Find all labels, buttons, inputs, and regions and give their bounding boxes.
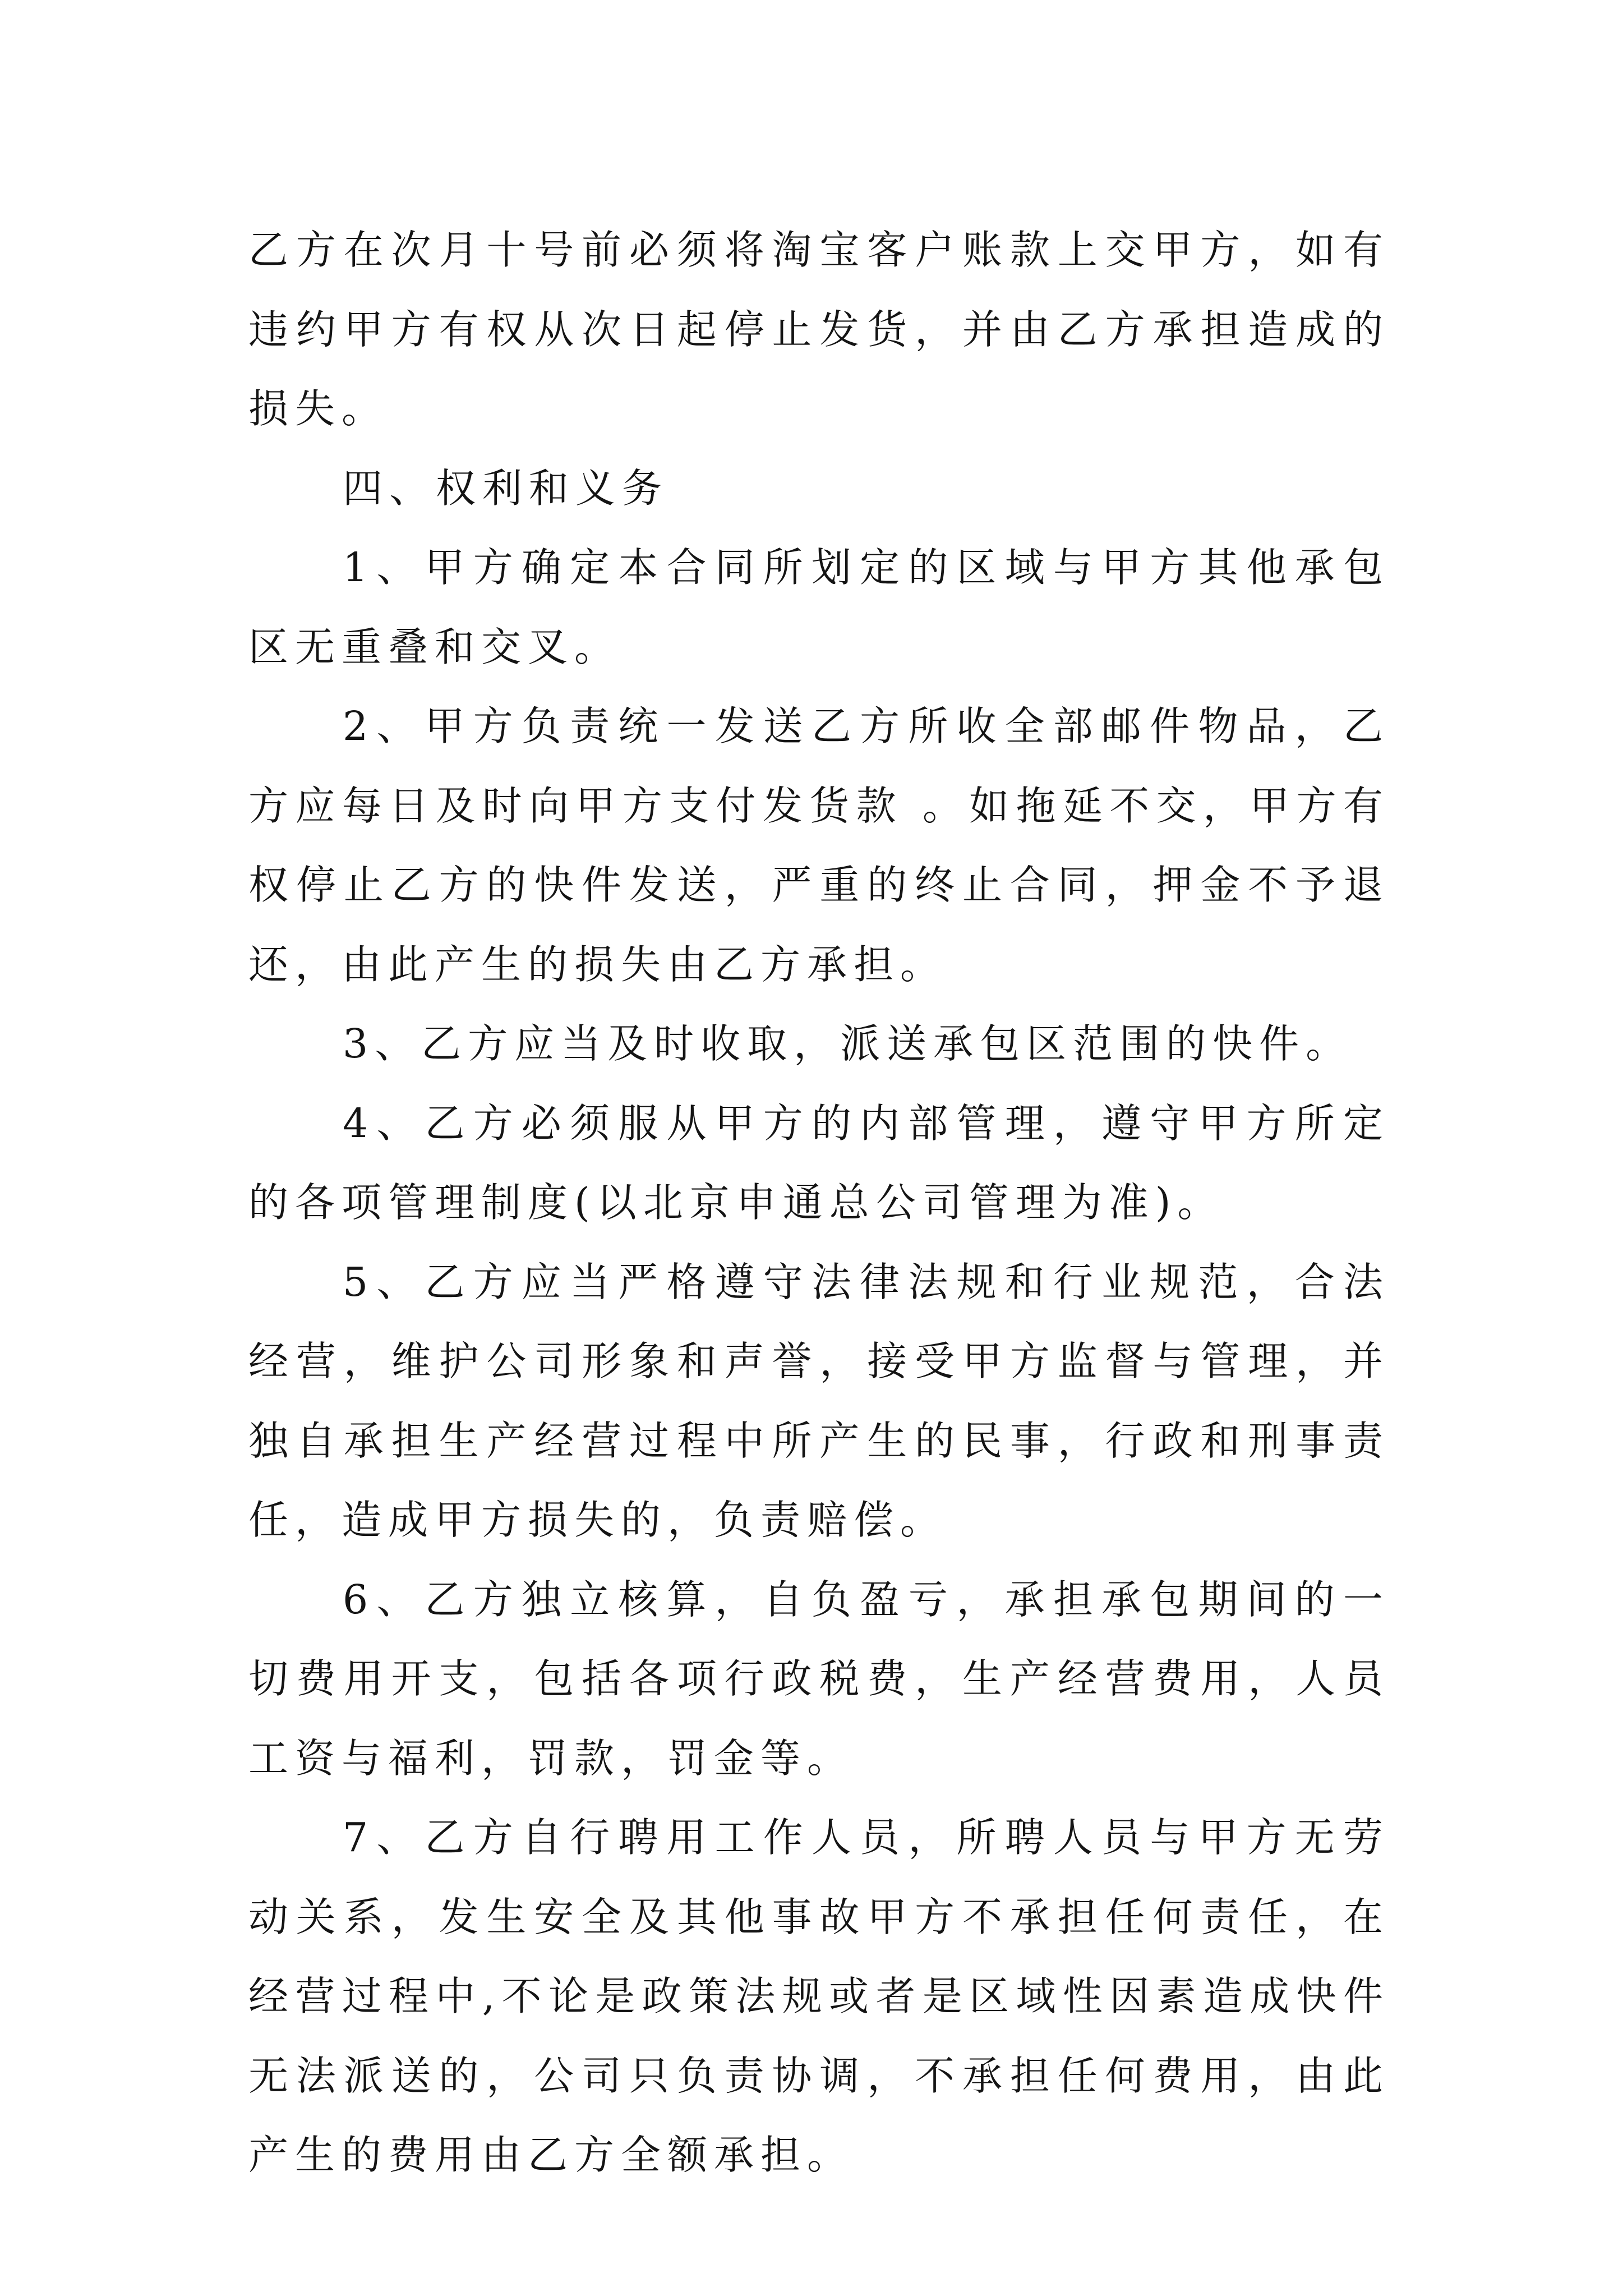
clause-7: 7、乙方自行聘用工作人员，所聘人员与甲方无劳动关系，发生安全及其他事故甲方不承担任何责任，在经营过程中,不论是政策法规或者是区域性因素造成快件无法派送的，公司只负责协调，不承担任何费用，由此产生的费用由乙方全额承担。 xyxy=(248,1814,1390,2178)
clause-6: 6、乙方独立核算，自负盈亏，承担承包期间的一切费用开支，包括各项行政税费，生产经营费用，人员工资与福利，罚款，罚金等。 xyxy=(248,1576,1390,1782)
clause-3: 3、乙方应当及时收取，派送承包区范围的快件。 xyxy=(343,1020,1353,1067)
clause-5: 5、乙方应当严格遵守法律法规和行业规范，合法经营，维护公司形象和声誉，接受甲方监督与管理，并独自承担生产经营过程中所产生的民事，行政和刑事责任，造成甲方损失的，负责赔偿。 xyxy=(248,1258,1390,1543)
clause-4: 4、乙方必须服从甲方的内部管理，遵守甲方所定的各项管理制度(以北京申通总公司管理为准)。 xyxy=(248,1099,1390,1226)
clause-1: 1、甲方确定本合同所划定的区域与甲方其他承包区无重叠和交叉。 xyxy=(248,544,1390,670)
document-body xyxy=(248,210,1390,2195)
paragraph-payment-terms: 乙方在次月十号前必须将淘宝客户账款上交甲方，如有违约甲方有权从次日起停止发货，并由乙方承担造成的损失。 xyxy=(248,227,1390,432)
clause-2: 2、甲方负责统一发送乙方所收全部邮件物品，乙方应每日及时向甲方支付发货款 。如拖延不交，甲方有权停止乙方的快件发送，严重的终止合同，押金不予退还，由此产生的损失由乙方承担。 xyxy=(248,703,1390,988)
section-heading-rights-obligations: 四、权利和义务 xyxy=(343,464,669,512)
